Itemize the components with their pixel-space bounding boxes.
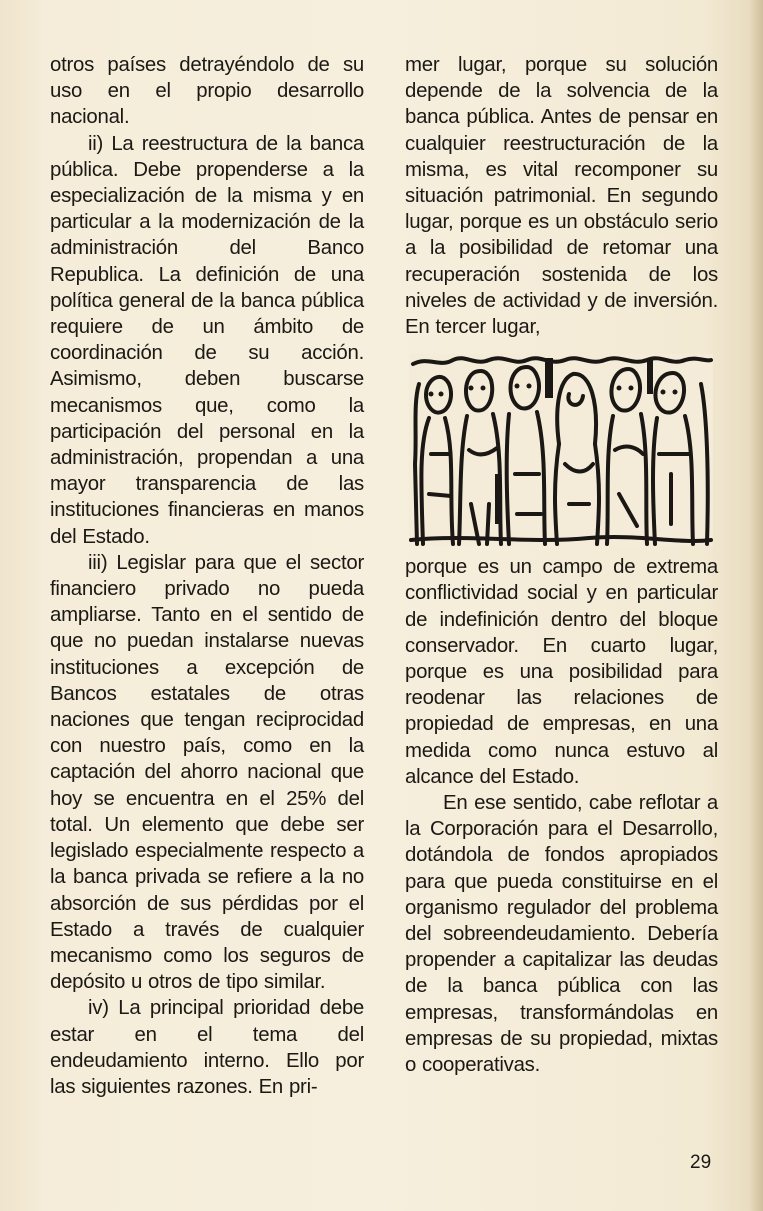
right-column — [405, 52, 718, 1078]
paragraph-corporacion: En ese sentido, cabe reflotar a la Corporación para el Desarrollo, dotándola de fondos apropiados para que pueda constituirse en el organismo regulador del problema del sobreendeudamiento. Debería propender a capitalizar las deudas de la banca pública con las empresas, transformándolas en empresas de su propiedad, mixtas o cooperativas. — [405, 792, 718, 1077]
page-number: 29 — [690, 1152, 712, 1173]
paragraph-after-illustration: porque es un campo de extrema conflictividad social y en particular de indefinición dentro del bloque conservador. En cuarto lugar, porque es una posibilidad para reodenar las relaciones de propiedad de empresas, en una medida como nunca estuvo al alcance del Estado. — [405, 556, 718, 788]
page-edge-shadow — [749, 0, 763, 1211]
paragraph-iii: iii) Legislar para que el sector financiero privado no pueda ampliarse. Tanto en el sentido de que no puedan instalarse nuevas instituciones a excepción de Bancos estatales de otras naciones que tengan reciprocidad con nuestro país, como en la captación del ahorro nacional que hoy se encuentra en el 25% del total. Un elemento que debe ser legislado especialmente respecto a la banca privada se refiere a la no absorción de sus pérdidas por el Estado a través de cualquier mecanismo como los seguros de depósito u otros de tipo similar. — [50, 551, 364, 994]
crowd-of-people-woodcut-icon — [409, 354, 713, 546]
paragraph-ii: ii) La reestructura de la banca pública. Debe propenderse a la especialización de la misma y en particular a la modernización de la administración del Banco Republica. La definición de una política general de la banca pública requiere de un ámbito de coordinación de su acción. Asimismo, deben buscarse mecanismos que, como la participación del personal en la administración, propendan a una mayor transparencia de las instituciones financieras en manos del Estado. — [50, 132, 364, 548]
paragraph-iv: iv) La principal prioridad debe estar en el tema del endeudamiento interno. Ello por las siguientes razones. En pri- — [50, 997, 364, 1098]
paragraph-continuation: otros países detrayéndolo de su uso en el propio desarrollo nacional. — [50, 54, 364, 129]
left-column — [50, 52, 364, 1100]
paragraph-iv-continued: mer lugar, porque su solución depende de la solvencia de la banca pública. Antes de pensar en cualquier reestructuración de la misma, es vital recomponer su situación patrimonial. En segundo lugar, porque es un obstáculo serio a la posibilidad de retomar una recuperación sostenida de los niveles de actividad y de inversión. En tercer lugar, — [405, 54, 718, 339]
